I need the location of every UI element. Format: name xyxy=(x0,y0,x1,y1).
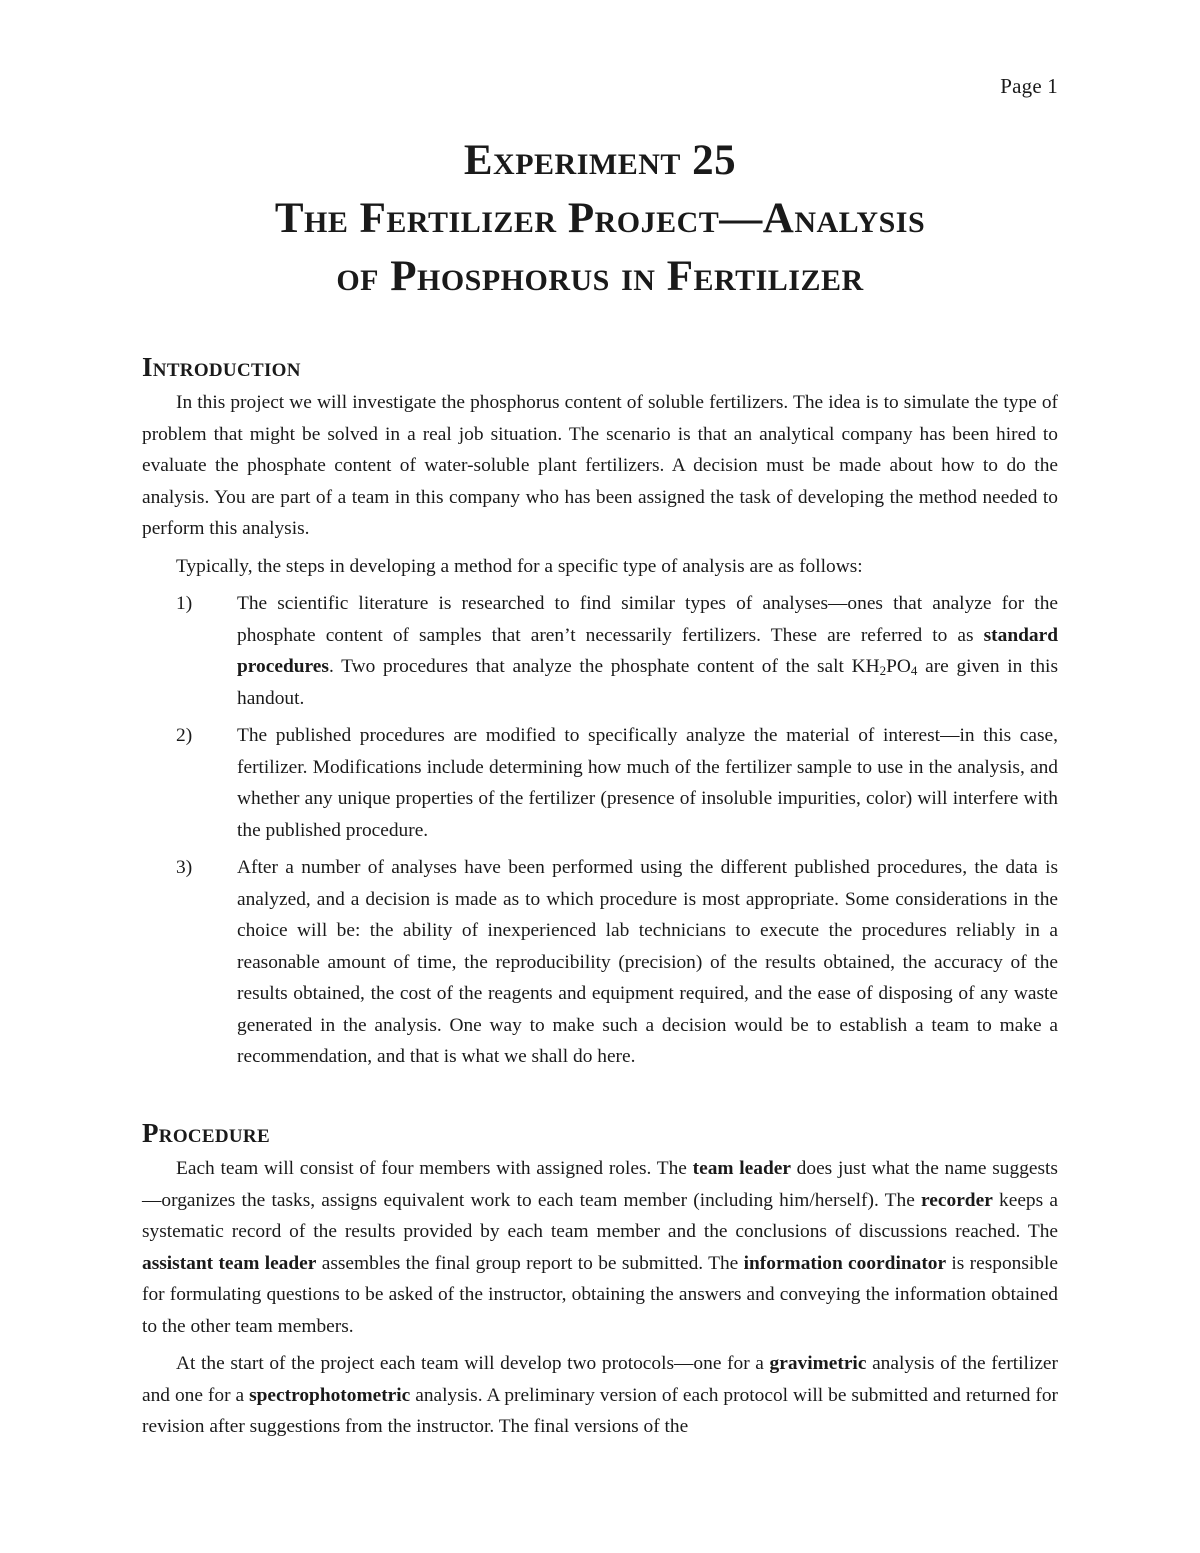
keyword-recorder: recorder xyxy=(921,1189,993,1211)
keyword-spectrophotometric: spectrophotometric xyxy=(249,1384,411,1406)
paragraph-text: At the start of the project each team will develop two protocols—one for a xyxy=(176,1353,770,1374)
step-number: 1) xyxy=(176,593,193,614)
steps-list xyxy=(142,588,1058,1073)
keyword-standard-procedures: standard procedures xyxy=(237,624,1058,677)
paragraph-text: analysis of the fertilizer and one for a xyxy=(142,1353,1058,1406)
procedure-paragraph-1 xyxy=(142,1153,1058,1342)
subscript: 4 xyxy=(910,663,918,678)
paragraph-text: keeps a systematic record of the results provided by each team member and the conclusions of discussions reached. The xyxy=(142,1189,1059,1242)
subscript: 2 xyxy=(879,663,887,678)
list-item xyxy=(142,852,1058,1073)
step-text: are given in this handout. xyxy=(237,656,1058,709)
step-text: . Two procedures that analyze the phosphate content of the salt KH xyxy=(328,656,880,677)
procedure-heading: Procedure xyxy=(142,1118,270,1148)
introduction-heading: Introduction xyxy=(142,352,301,382)
introduction-paragraph-2: Typically, the steps in developing a method for a specific type of analysis are as follows: xyxy=(176,555,863,577)
keyword-team-leader: team leader xyxy=(692,1158,791,1179)
step-text: The published procedures are modified to specifically analyze the material of interest—in this case, fertilizer. Modifications include determining how much of the fertilizer sample to use in the analysis, and whether any unique properties of the fertilizer (presence of insoluble impurities, color) will interfere with the published procedure. xyxy=(237,725,1058,841)
step-text: PO xyxy=(886,656,911,677)
keyword-assistant-team-leader: assistant team leader xyxy=(142,1252,317,1274)
paragraph-text: does just what the name suggests—organizes the tasks, assigns equivalent work to each team member (including him/herself). The xyxy=(142,1158,1058,1211)
paragraph-text: is responsible for formulating questions to be asked of the instructor, obtaining the answers and conveying the information obtained to the other team members. xyxy=(142,1252,1058,1337)
keyword-information-coordinator: information coordinator xyxy=(743,1252,947,1274)
paragraph-text: assembles the final group report to be submitted. The xyxy=(316,1252,744,1274)
procedure-paragraph-2 xyxy=(142,1348,1058,1443)
step-text: The scientific literature is researched to find similar types of analyses—ones that analyze for the phosphate content of samples that aren’t necessarily fertilizers. These are referred to as xyxy=(237,593,1058,646)
paragraph-text: analysis. A preliminary version of each protocol will be submitted and returned for revision after suggestions from the instructor. The final versions of the xyxy=(142,1384,1058,1437)
title-line-1: Experiment 25 xyxy=(463,137,737,184)
page-number: Page 1 xyxy=(1000,74,1058,98)
title-line-2: The Fertilizer Project—Analysis xyxy=(274,195,926,242)
procedure-section xyxy=(142,1118,1058,1443)
step-number: 3) xyxy=(176,857,193,878)
introduction-paragraph-1: In this project we will investigate the phosphorus content of soluble fertilizers. The idea is to simulate the type of problem that might be solved in a real job situation. The scenario is that an analytical company has been hired to evaluate the phosphate content of water-soluble plant fertilizers. A decision must be made about how to do the analysis. You are part of a team in this company who has been assigned the task of developing the method needed to perform this analysis. xyxy=(142,392,1058,539)
paragraph-text: Each team will consist of four members with assigned roles. The xyxy=(176,1158,693,1179)
step-text: After a number of analyses have been performed using the different published procedures, the data is analyzed, and a decision is made as to which procedure is most appropriate. Some considerations in the choice will be: the ability of inexperienced lab technicians to execute the procedures reliably in a reasonable amount of time, the reproducibility (precision) of the results obtained, the accuracy of the results obtained, the cost of the reagents and equipment required, and the ease of disposing of any waste generated in the analysis. One way to make such a decision would be to establish a team to make a recommendation, and that is what we shall do here. xyxy=(237,857,1058,1067)
list-item xyxy=(142,720,1058,846)
list-item xyxy=(142,588,1058,714)
document-title xyxy=(0,132,1200,306)
introduction-section xyxy=(142,352,1058,1079)
keyword-gravimetric: gravimetric xyxy=(769,1353,867,1374)
step-number: 2) xyxy=(176,725,193,746)
title-line-3: of Phosphorus in Fertilizer xyxy=(336,253,864,300)
